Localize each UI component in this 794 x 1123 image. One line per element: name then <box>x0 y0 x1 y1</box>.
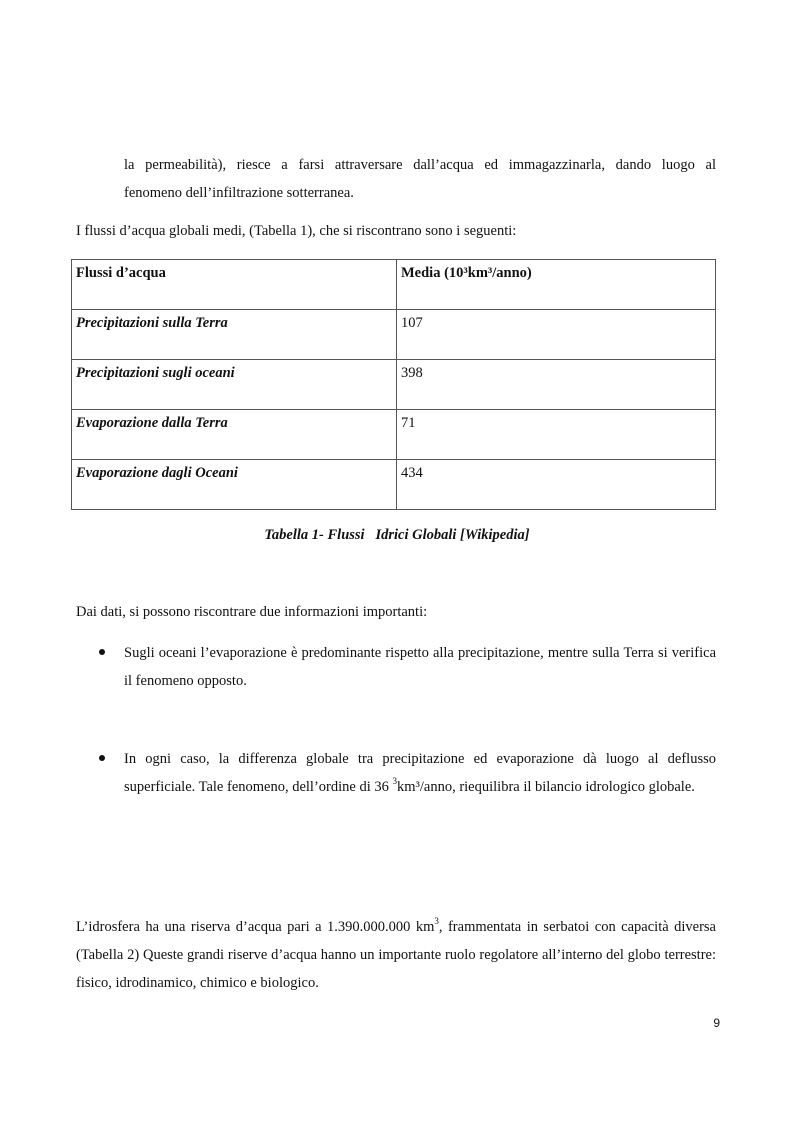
row-value: 107 <box>397 310 716 360</box>
header-media: Media (10³km³/anno) <box>397 260 716 310</box>
row-label: Precipitazioni sulla Terra <box>72 310 397 360</box>
closing-paragraph <box>76 913 716 997</box>
list-item <box>124 639 716 695</box>
row-value: 434 <box>397 460 716 510</box>
continuation-line-1: la permeabilità), riesce a farsi attraversare dall’acqua ed immagazzinarla, dando luogo al <box>124 157 716 173</box>
table-row <box>72 310 716 360</box>
row-label: Evaporazione dalla Terra <box>72 410 397 460</box>
superscript: 3 <box>434 916 439 927</box>
table-row <box>72 410 716 460</box>
row-label: Precipitazioni sugli oceani <box>72 360 397 410</box>
superscript: 3 <box>392 776 397 787</box>
row-label: Evaporazione dagli Oceani <box>72 460 397 510</box>
closing-text-b: , frammentata in serbatoi con capacità diversa (Tabella 2) Queste grandi riserve d’acqua hanno un importante ruolo regolatore all’interno del globo terrestre: fisico, idrodinamico, chimico e biologico. <box>76 919 716 991</box>
table-row <box>72 360 716 410</box>
closing-text-a: L’idrosfera ha una riserva d’acqua pari a 1.390.000.000 km <box>76 919 435 935</box>
findings-lead-text: Dai dati, si possono riscontrare due informazioni importanti: <box>76 604 428 620</box>
water-flows-table <box>71 259 716 510</box>
list-item-text: Sugli oceani l’evaporazione è predominante rispetto alla precipitazione, mentre sulla Terra si verifica il fenomeno opposto. <box>124 645 716 689</box>
list-item-text-b: km³/anno, riequilibra il bilancio idrologico globale. <box>396 779 695 795</box>
table-intro-text: I flussi d’acqua globali medi, (Tabella 1), che si riscontrano sono i seguenti: <box>76 223 517 239</box>
row-value: 398 <box>397 360 716 410</box>
page-number: 9 <box>713 1016 720 1030</box>
list-item <box>124 745 716 801</box>
continuation-line-2: fenomeno dell’infiltrazione sotterranea. <box>124 185 354 201</box>
header-flussi: Flussi d’acqua <box>72 260 397 310</box>
bullet-icon <box>99 755 105 761</box>
continuation-paragraph <box>124 151 716 207</box>
table-caption: Tabella 1- Flussi Idrici Globali [Wikipedia] <box>264 527 530 543</box>
table-row <box>72 460 716 510</box>
list-item-text-a: In ogni caso, la differenza globale tra precipitazione ed evaporazione dà luogo al deflusso superficiale. Tale fenomeno, dell’ordine di 36 <box>124 751 716 795</box>
table-header-row <box>72 260 716 310</box>
row-value: 71 <box>397 410 716 460</box>
bullet-icon <box>99 649 105 655</box>
